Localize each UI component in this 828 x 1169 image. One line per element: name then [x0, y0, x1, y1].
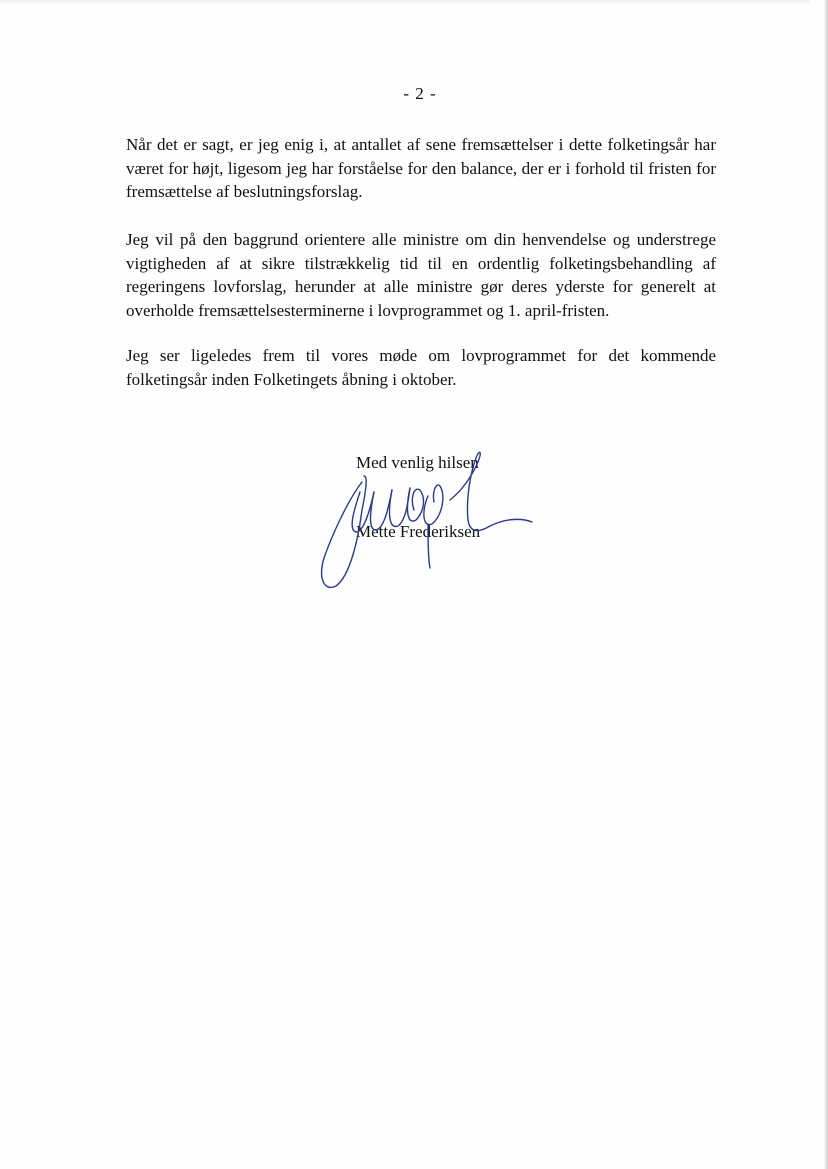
signer-name: Mette Frederiksen: [356, 522, 481, 541]
body-paragraph-3: Jeg ser ligeledes frem til vores møde om lovprogrammet for det kommende folketingsår inden Folketingets åbning i oktober.: [126, 346, 716, 389]
closing-salutation: Med venlig hilsen: [356, 453, 479, 472]
body-paragraph-1: Når det er sagt, er jeg enig i, at antallet af sene fremsættelser i dette folketingsår har været for højt, ligesom jeg har forståelse for den balance, der er i forhold til fristen for fremsættelse af beslutningsforslag.: [126, 135, 716, 201]
body-paragraph-2: Jeg vil på den baggrund orientere alle ministre om din henvendelse og understrege vigtigheden af at sikre tilstrækkelig tid til en ordentlig folketingsbehandling af regeringens lovforslag, herunder at alle ministre gør deres yderste for generelt at overholde fremsættelsesterminerne i lovprogrammet og 1. april-fristen.: [126, 230, 716, 320]
page-number: - 2 -: [403, 84, 437, 103]
scan-right-edge: [824, 0, 828, 1169]
scan-top-edge: [0, 0, 810, 7]
